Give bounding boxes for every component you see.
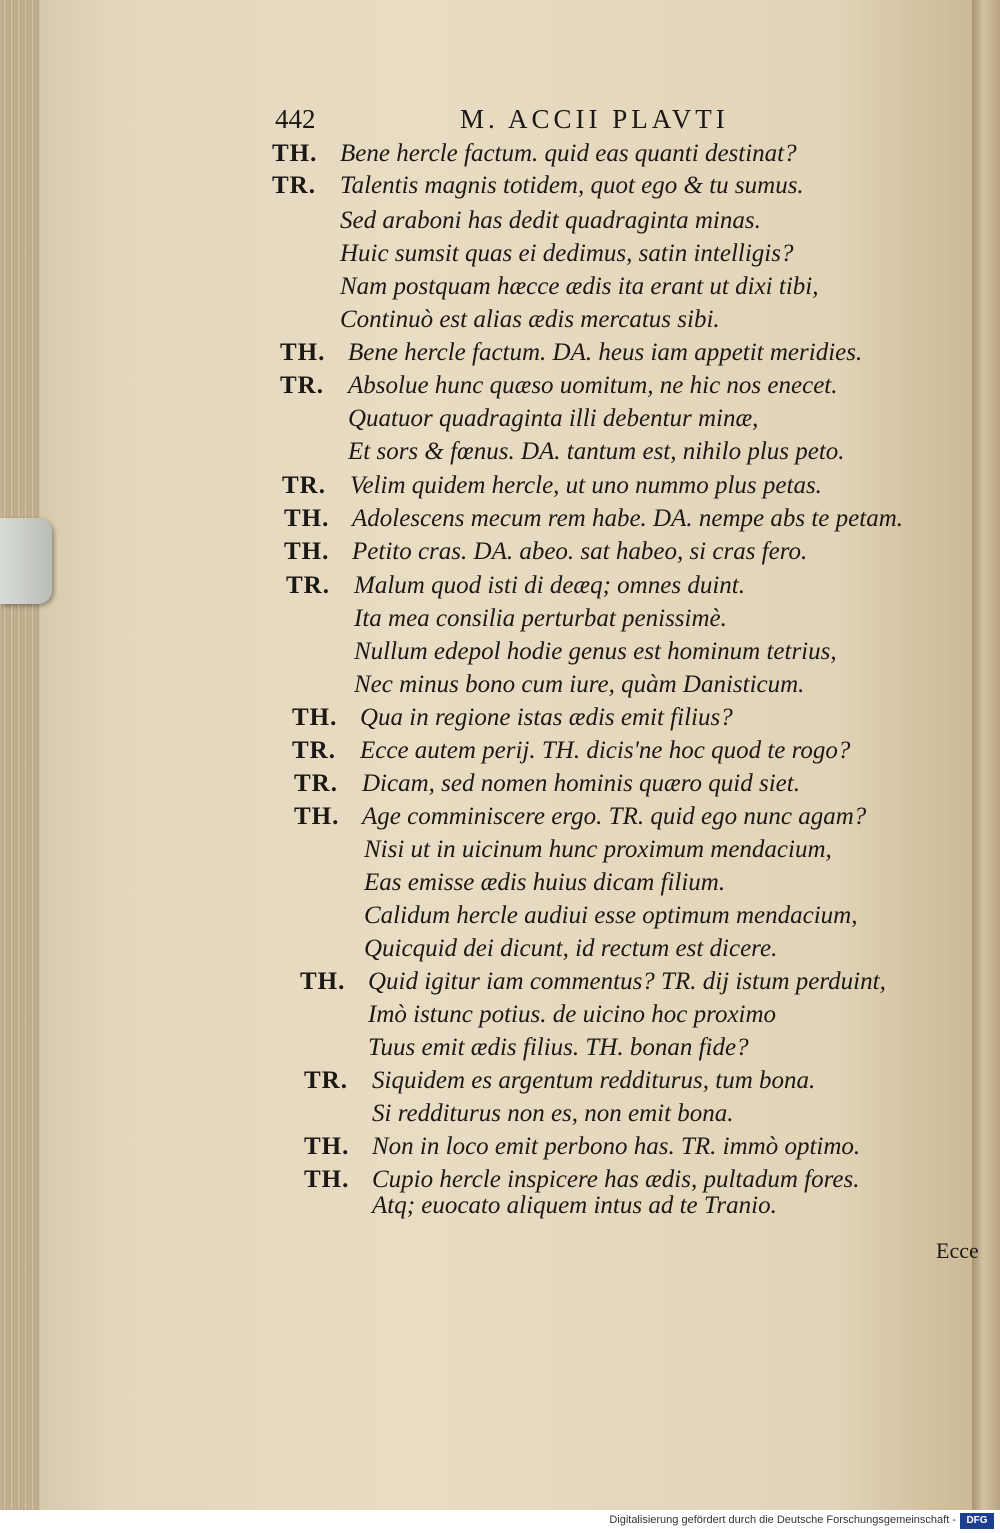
verse-text: Sed araboni has dedit quadraginta minas. (340, 207, 761, 234)
verse-text: Huic sumsit quas ei dedimus, satin intelligis? (340, 240, 794, 267)
speaker-label: TR. (272, 172, 316, 199)
speaker-label: TH. (284, 505, 330, 532)
page-number: 442 (275, 104, 316, 134)
verse-text: Non in loco emit perbono has. TR. immò optimo. (372, 1133, 861, 1160)
footer-credit: Digitalisierung gefördert durch die Deutsche Forschungsgemeinschaft - (609, 1514, 956, 1526)
verse-text: Bene hercle factum. quid eas quanti destinat? (340, 140, 797, 167)
speaker-label: TH. (294, 803, 340, 830)
verse-text: Ecce autem perij. TH. dicis'ne hoc quod te rogo? (360, 737, 851, 764)
verse-text: Eas emisse ædis huius dicam filium. (364, 869, 726, 896)
page-header (0, 100, 1000, 140)
verse-text: Qua in regione istas ædis emit filius? (360, 704, 733, 731)
speaker-label: TR. (294, 770, 338, 797)
speaker-label: TH. (280, 339, 326, 366)
verse-text: Adolescens mecum rem habe. DA. nempe abs te petam. (352, 505, 904, 532)
dfg-logo: DFG (960, 1513, 994, 1529)
verse-text: Quicquid dei dicunt, id rectum est dicere. (364, 935, 778, 962)
verse-text: Malum quod isti di deæq; omnes duint. (354, 572, 745, 599)
speaker-label: TR. (282, 472, 326, 499)
verse-text: Nam postquam hæcce ædis ita erant ut dixi tibi, (340, 273, 819, 300)
verse-text: Velim quidem hercle, ut uno nummo plus petas. (350, 472, 822, 499)
speaker-label: TH. (304, 1166, 350, 1193)
verse-text: Imò istunc potius. de uicino hoc proximo (368, 1001, 777, 1028)
catchword: Ecce (936, 1238, 979, 1263)
running-title: M. ACCII PLAVTI (460, 104, 729, 134)
verse-text: Quid igitur iam commentus? TR. dij istum perduint, (368, 968, 886, 995)
verse-text: Calidum hercle audiui esse optimum mendacium, (364, 902, 858, 929)
verse-text: Dicam, sed nomen hominis quæro quid siet. (362, 770, 800, 797)
speaker-label: TR. (280, 372, 324, 399)
book-edge-right (972, 0, 1000, 1510)
verse-text: Continuò est alias ædis mercatus sibi. (340, 306, 720, 333)
verse-text: Quatuor quadraginta illi debentur minæ, (348, 405, 759, 432)
speaker-label: TR. (292, 737, 336, 764)
verse-text: Si redditurus non es, non emit bona. (372, 1100, 734, 1127)
verse-text: Petito cras. DA. abeo. sat habeo, si cras fero. (352, 538, 808, 565)
verse-text: Siquidem es argentum redditurus, tum bona. (372, 1067, 816, 1094)
speaker-label: TH. (284, 538, 330, 565)
verse-text: Atq; euocato aliquem intus ad te Tranio. (372, 1192, 777, 1219)
verse-text: Bene hercle factum. DA. heus iam appetit meridies. (348, 339, 863, 366)
verse-text: Et sors & fœnus. DA. tantum est, nihilo plus peto. (348, 438, 845, 465)
speaker-label: TR. (304, 1067, 348, 1094)
verse-text: Nec minus bono cum iure, quàm Danisticum. (354, 671, 805, 698)
verse-text: Absolue hunc quæso uomitum, ne hic nos enecet. (348, 372, 838, 399)
speaker-label: TH. (292, 704, 338, 731)
verse-text: Tuus emit ædis filius. TH. bonan fide? (368, 1034, 749, 1061)
digitization-footer (0, 1510, 1000, 1533)
speaker-label: TH. (300, 968, 346, 995)
verse-text: Talentis magnis totidem, quot ego & tu sumus. (340, 172, 804, 199)
speaker-label: TR. (286, 572, 330, 599)
verse-text: Nisi ut in uicinum hunc proximum mendacium, (364, 836, 832, 863)
verse-text: Age comminiscere ergo. TR. quid ego nunc agam? (362, 803, 867, 830)
page-clip (0, 518, 52, 604)
speaker-label: TH. (272, 140, 318, 167)
verse-text: Cupio hercle inspicere has ædis, pultadum fores. (372, 1166, 860, 1193)
speaker-label: TH. (304, 1133, 350, 1160)
verse-text: Nullum edepol hodie genus est hominum tetrius, (354, 638, 837, 665)
verse-text: Ita mea consilia perturbat penissimè. (354, 605, 727, 632)
